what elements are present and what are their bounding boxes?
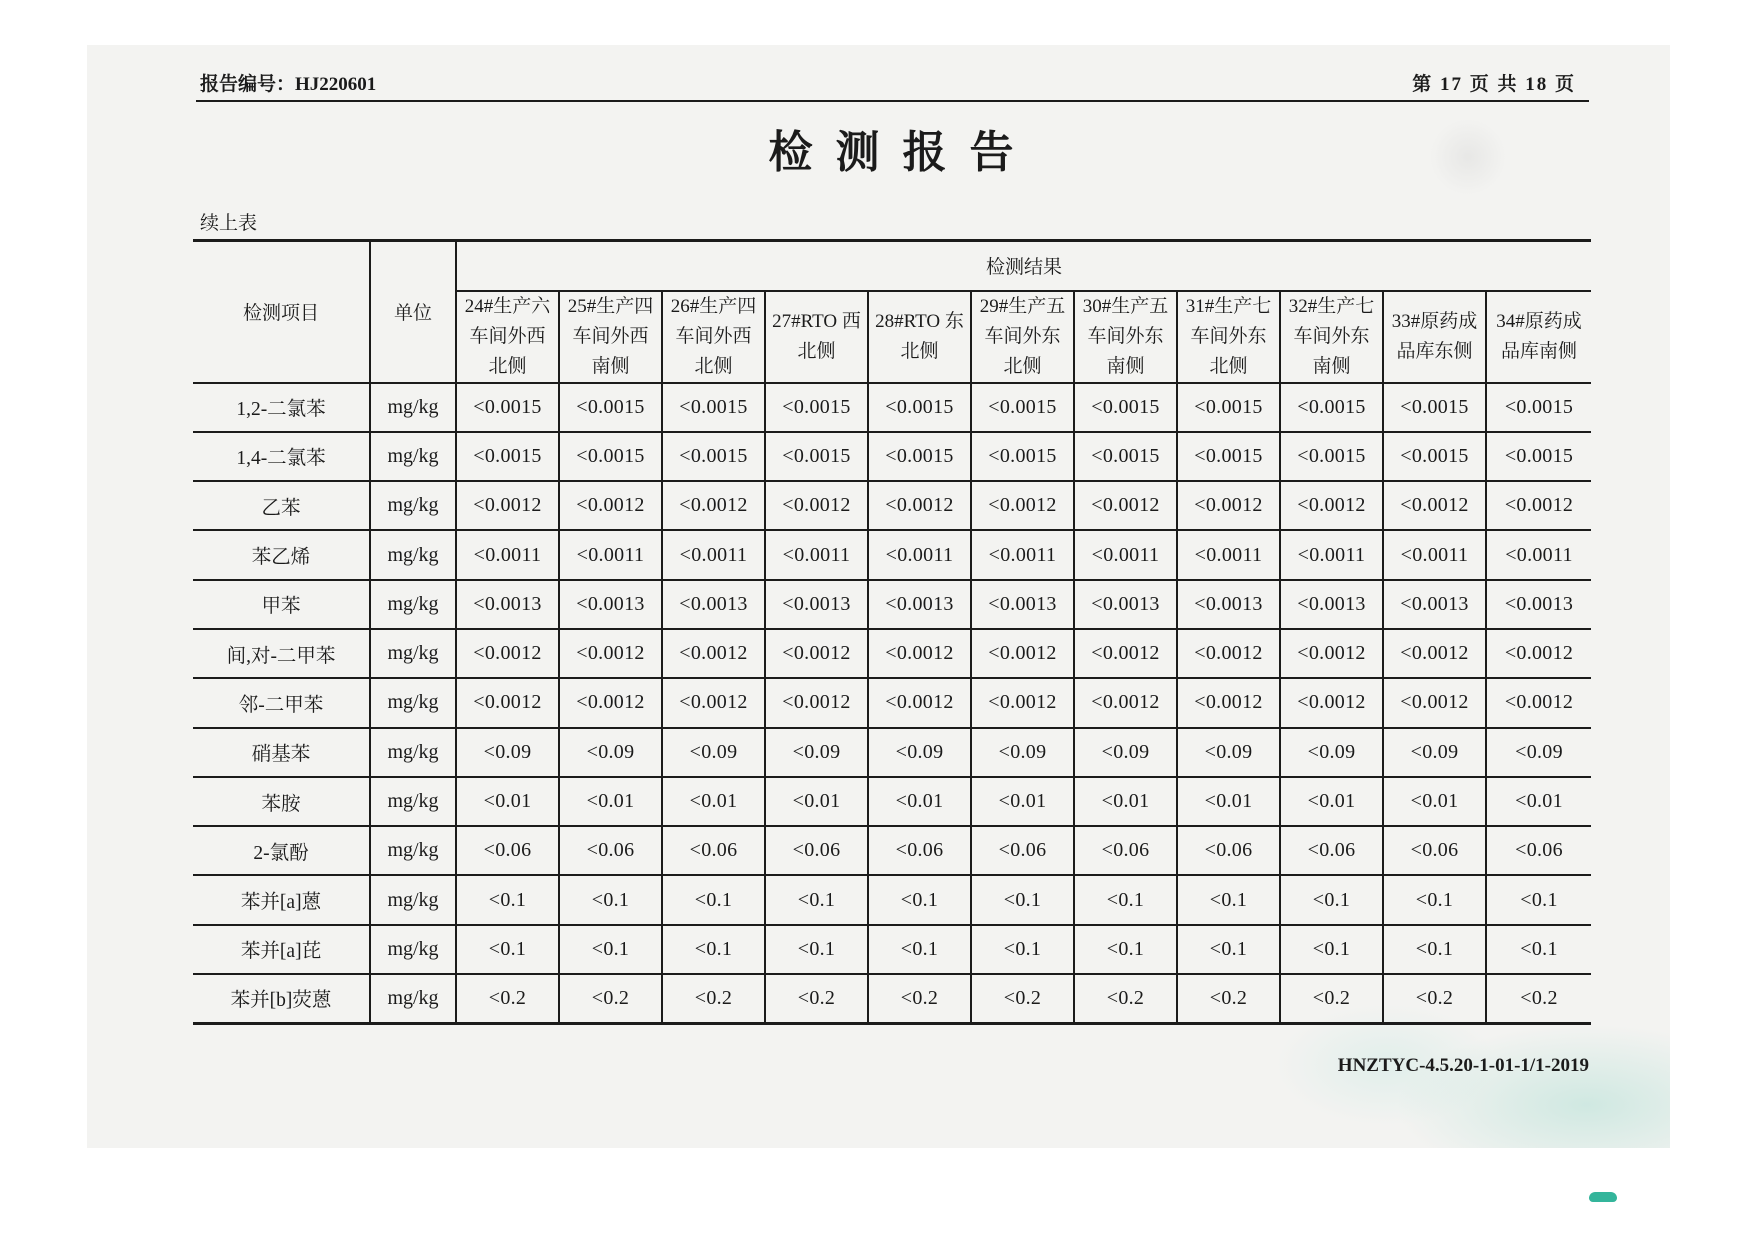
site-header-line: 车间外西 xyxy=(572,325,649,347)
test-item-name: 间,对-二甲苯 xyxy=(193,629,370,678)
table-row xyxy=(193,432,1591,481)
result-value: <0.1 xyxy=(456,925,559,974)
result-value: <0.1 xyxy=(765,925,868,974)
column-header-item: 检测项目 xyxy=(193,241,370,383)
result-value: <0.0013 xyxy=(662,580,765,629)
table-body xyxy=(193,383,1591,1024)
result-value: <0.0012 xyxy=(1486,629,1591,678)
result-value: <0.0015 xyxy=(1074,383,1177,432)
result-value: <0.1 xyxy=(1280,925,1383,974)
result-value: <0.0012 xyxy=(456,481,559,530)
test-item-name: 邻-二甲苯 xyxy=(193,678,370,727)
result-value: <0.09 xyxy=(1486,728,1591,777)
result-value: <0.0013 xyxy=(868,580,971,629)
result-value: <0.0015 xyxy=(456,383,559,432)
table-row xyxy=(193,481,1591,530)
test-item-name: 硝基苯 xyxy=(193,728,370,777)
result-value: <0.0012 xyxy=(1280,481,1383,530)
unit-cell: mg/kg xyxy=(370,925,456,974)
unit-cell: mg/kg xyxy=(370,383,456,432)
table-header xyxy=(193,241,1591,383)
result-value: <0.0011 xyxy=(1074,530,1177,579)
result-value: <0.0011 xyxy=(1383,530,1486,579)
result-value: <0.09 xyxy=(1177,728,1280,777)
result-value: <0.06 xyxy=(559,826,662,875)
result-value: <0.09 xyxy=(662,728,765,777)
result-value: <0.0012 xyxy=(868,481,971,530)
result-value: <0.0013 xyxy=(1074,580,1177,629)
result-value: <0.0012 xyxy=(971,629,1074,678)
result-value: <0.0015 xyxy=(868,383,971,432)
test-item-name: 1,4-二氯苯 xyxy=(193,432,370,481)
test-item-name: 1,2-二氯苯 xyxy=(193,383,370,432)
site-header xyxy=(456,291,559,383)
result-value: <0.0013 xyxy=(559,580,662,629)
result-value: <0.0011 xyxy=(1280,530,1383,579)
site-header-line: 31#生产七 xyxy=(1185,295,1272,317)
site-header-line: 品库南侧 xyxy=(1501,340,1578,362)
result-value: <0.09 xyxy=(868,728,971,777)
result-value: <0.0012 xyxy=(662,481,765,530)
result-value: <0.1 xyxy=(559,925,662,974)
result-value: <0.1 xyxy=(662,925,765,974)
result-value: <0.0015 xyxy=(1486,432,1591,481)
site-header-line: 33#原药成 xyxy=(1391,310,1478,332)
result-value: <0.0012 xyxy=(1074,629,1177,678)
results-table xyxy=(193,239,1591,1025)
result-value: <0.06 xyxy=(765,826,868,875)
result-value: <0.0012 xyxy=(765,678,868,727)
form-code: HNZTYC-4.5.20-1-01-1/1-2019 xyxy=(1337,1055,1589,1076)
result-value: <0.0013 xyxy=(1383,580,1486,629)
result-value: <0.0015 xyxy=(456,432,559,481)
result-value: <0.01 xyxy=(559,777,662,826)
result-value: <0.1 xyxy=(456,875,559,924)
unit-cell: mg/kg xyxy=(370,777,456,826)
site-header xyxy=(971,291,1074,383)
test-item-name: 甲苯 xyxy=(193,580,370,629)
result-value: <0.0012 xyxy=(1280,629,1383,678)
result-value: <0.06 xyxy=(1177,826,1280,875)
result-value: <0.0012 xyxy=(1280,678,1383,727)
site-header-line: 26#生产四 xyxy=(670,295,757,317)
result-value: <0.06 xyxy=(1074,826,1177,875)
site-header-line: 24#生产六 xyxy=(464,295,551,317)
result-value: <0.2 xyxy=(1074,974,1177,1023)
site-header-line: 南侧 xyxy=(1106,355,1145,377)
result-value: <0.2 xyxy=(559,974,662,1023)
result-value: <0.0013 xyxy=(971,580,1074,629)
result-value: <0.2 xyxy=(1177,974,1280,1023)
table-row xyxy=(193,826,1591,875)
table-row xyxy=(193,580,1591,629)
unit-cell: mg/kg xyxy=(370,875,456,924)
result-value: <0.1 xyxy=(971,875,1074,924)
result-value: <0.06 xyxy=(1280,826,1383,875)
site-header-line: 车间外东 xyxy=(984,325,1061,347)
result-value: <0.01 xyxy=(456,777,559,826)
result-value: <0.0013 xyxy=(456,580,559,629)
site-header-line: 北侧 xyxy=(694,355,733,377)
test-item-name: 苯胺 xyxy=(193,777,370,826)
result-value: <0.0012 xyxy=(1177,678,1280,727)
result-value: <0.0011 xyxy=(868,530,971,579)
result-value: <0.2 xyxy=(662,974,765,1023)
result-value: <0.0015 xyxy=(1383,432,1486,481)
site-header-line: 北侧 xyxy=(797,340,836,362)
result-value: <0.09 xyxy=(456,728,559,777)
unit-cell: mg/kg xyxy=(370,728,456,777)
result-value: <0.0015 xyxy=(971,432,1074,481)
site-header-line: 北侧 xyxy=(1209,355,1248,377)
site-header xyxy=(1074,291,1177,383)
result-value: <0.01 xyxy=(868,777,971,826)
continued-label: 续上表 xyxy=(200,213,258,234)
result-value: <0.06 xyxy=(971,826,1074,875)
site-header-line: 27#RTO 西 xyxy=(772,310,861,332)
result-value: <0.1 xyxy=(1280,875,1383,924)
site-header-line: 25#生产四 xyxy=(567,295,654,317)
result-value: <0.09 xyxy=(1074,728,1177,777)
result-value: <0.1 xyxy=(1074,875,1177,924)
result-value: <0.0012 xyxy=(662,629,765,678)
site-header xyxy=(1383,291,1486,383)
result-value: <0.0012 xyxy=(559,481,662,530)
site-header xyxy=(559,291,662,383)
result-value: <0.0015 xyxy=(1177,383,1280,432)
result-value: <0.0012 xyxy=(971,678,1074,727)
unit-cell: mg/kg xyxy=(370,432,456,481)
page-indicator: 第 17 页 共 18 页 xyxy=(1412,74,1576,95)
site-header xyxy=(1280,291,1383,383)
report-number: 报告编号：HJ220601 xyxy=(200,74,377,95)
test-item-name: 2-氯酚 xyxy=(193,826,370,875)
result-value: <0.0012 xyxy=(456,678,559,727)
result-value: <0.1 xyxy=(1486,925,1591,974)
result-value: <0.06 xyxy=(662,826,765,875)
site-header-line: 车间外东 xyxy=(1087,325,1164,347)
result-value: <0.0013 xyxy=(1486,580,1591,629)
table-row xyxy=(193,728,1591,777)
result-value: <0.0015 xyxy=(971,383,1074,432)
site-header-line: 车间外西 xyxy=(675,325,752,347)
table-row xyxy=(193,530,1591,579)
site-header-line: 北侧 xyxy=(488,355,527,377)
site-header xyxy=(1177,291,1280,383)
site-header-line: 32#生产七 xyxy=(1288,295,1375,317)
result-value: <0.0012 xyxy=(559,629,662,678)
result-value: <0.0015 xyxy=(1074,432,1177,481)
site-header-line: 34#原药成 xyxy=(1496,310,1582,332)
site-header xyxy=(662,291,765,383)
column-header-unit: 单位 xyxy=(370,241,456,383)
result-value: <0.2 xyxy=(456,974,559,1023)
result-value: <0.01 xyxy=(1177,777,1280,826)
site-header xyxy=(765,291,868,383)
result-value: <0.1 xyxy=(1383,925,1486,974)
result-value: <0.09 xyxy=(559,728,662,777)
result-value: <0.0012 xyxy=(1383,481,1486,530)
result-value: <0.2 xyxy=(1486,974,1591,1023)
result-value: <0.0015 xyxy=(559,383,662,432)
result-value: <0.2 xyxy=(971,974,1074,1023)
result-value: <0.1 xyxy=(1177,875,1280,924)
result-value: <0.0012 xyxy=(1074,678,1177,727)
unit-cell: mg/kg xyxy=(370,974,456,1023)
result-value: <0.0012 xyxy=(456,629,559,678)
table-row xyxy=(193,777,1591,826)
result-value: <0.0015 xyxy=(559,432,662,481)
site-header-line: 29#生产五 xyxy=(979,295,1066,317)
result-value: <0.0015 xyxy=(868,432,971,481)
site-header-line: 车间外西 xyxy=(469,325,546,347)
table-row xyxy=(193,678,1591,727)
site-header-line: 北侧 xyxy=(1003,355,1042,377)
test-item-name: 乙苯 xyxy=(193,481,370,530)
result-value: <0.06 xyxy=(1383,826,1486,875)
result-value: <0.09 xyxy=(765,728,868,777)
site-header-line: 车间外东 xyxy=(1293,325,1370,347)
result-value: <0.0012 xyxy=(765,629,868,678)
test-item-name: 苯并[a]芘 xyxy=(193,925,370,974)
result-value: <0.1 xyxy=(765,875,868,924)
result-value: <0.0011 xyxy=(1177,530,1280,579)
unit-cell: mg/kg xyxy=(370,826,456,875)
document-title: 检 测 报 告 xyxy=(768,128,1020,177)
result-value: <0.0012 xyxy=(1177,481,1280,530)
result-value: <0.06 xyxy=(456,826,559,875)
test-item-name: 苯并[b]荧蒽 xyxy=(193,974,370,1023)
result-value: <0.0015 xyxy=(1486,383,1591,432)
result-value: <0.09 xyxy=(1383,728,1486,777)
unit-cell: mg/kg xyxy=(370,678,456,727)
result-value: <0.01 xyxy=(971,777,1074,826)
result-value: <0.0012 xyxy=(971,481,1074,530)
scan-mark xyxy=(1589,1192,1617,1202)
result-value: <0.0015 xyxy=(1177,432,1280,481)
result-value: <0.0013 xyxy=(1177,580,1280,629)
result-value: <0.2 xyxy=(1280,974,1383,1023)
result-value: <0.01 xyxy=(662,777,765,826)
table-row xyxy=(193,383,1591,432)
result-value: <0.06 xyxy=(1486,826,1591,875)
result-value: <0.09 xyxy=(1280,728,1383,777)
result-value: <0.0011 xyxy=(971,530,1074,579)
result-value: <0.0012 xyxy=(662,678,765,727)
result-value: <0.0012 xyxy=(1486,481,1591,530)
site-header-line: 30#生产五 xyxy=(1082,295,1169,317)
result-value: <0.0012 xyxy=(559,678,662,727)
result-value: <0.1 xyxy=(1074,925,1177,974)
unit-cell: mg/kg xyxy=(370,629,456,678)
result-value: <0.0015 xyxy=(1280,383,1383,432)
result-value: <0.0012 xyxy=(1074,481,1177,530)
result-value: <0.2 xyxy=(1383,974,1486,1023)
result-value: <0.06 xyxy=(868,826,971,875)
result-value: <0.0013 xyxy=(1280,580,1383,629)
result-value: <0.0012 xyxy=(1383,629,1486,678)
unit-cell: mg/kg xyxy=(370,530,456,579)
column-header-results: 检测结果 xyxy=(456,241,1591,291)
result-value: <0.0012 xyxy=(1486,678,1591,727)
result-value: <0.01 xyxy=(1074,777,1177,826)
result-value: <0.2 xyxy=(765,974,868,1023)
result-value: <0.1 xyxy=(868,925,971,974)
result-value: <0.0015 xyxy=(662,432,765,481)
result-value: <0.1 xyxy=(1177,925,1280,974)
result-value: <0.0012 xyxy=(1177,629,1280,678)
result-value: <0.0015 xyxy=(662,383,765,432)
table-row xyxy=(193,925,1591,974)
result-value: <0.01 xyxy=(1486,777,1591,826)
result-value: <0.0012 xyxy=(1383,678,1486,727)
result-value: <0.1 xyxy=(559,875,662,924)
table-row xyxy=(193,629,1591,678)
result-value: <0.09 xyxy=(971,728,1074,777)
site-header-line: 28#RTO 东 xyxy=(875,310,964,332)
site-header-line: 品库东侧 xyxy=(1396,340,1473,362)
site-header-line: 车间外东 xyxy=(1190,325,1267,347)
unit-cell: mg/kg xyxy=(370,580,456,629)
result-value: <0.1 xyxy=(1486,875,1591,924)
result-value: <0.0015 xyxy=(765,383,868,432)
result-value: <0.01 xyxy=(1280,777,1383,826)
result-value: <0.0012 xyxy=(765,481,868,530)
site-header-line: 南侧 xyxy=(591,355,630,377)
unit-cell: mg/kg xyxy=(370,481,456,530)
result-value: <0.1 xyxy=(868,875,971,924)
result-value: <0.1 xyxy=(971,925,1074,974)
result-value: <0.0011 xyxy=(1486,530,1591,579)
result-value: <0.0012 xyxy=(868,629,971,678)
result-value: <0.0015 xyxy=(765,432,868,481)
result-value: <0.0015 xyxy=(1280,432,1383,481)
result-value: <0.0011 xyxy=(765,530,868,579)
test-item-name: 苯并[a]蒽 xyxy=(193,875,370,924)
table-row xyxy=(193,875,1591,924)
result-value: <0.1 xyxy=(1383,875,1486,924)
result-value: <0.0011 xyxy=(662,530,765,579)
result-value: <0.2 xyxy=(868,974,971,1023)
test-item-name: 苯乙烯 xyxy=(193,530,370,579)
header-row xyxy=(193,241,1591,291)
site-header-line: 北侧 xyxy=(900,340,939,362)
site-header xyxy=(868,291,971,383)
result-value: <0.01 xyxy=(765,777,868,826)
site-header-line: 南侧 xyxy=(1312,355,1351,377)
header-divider xyxy=(196,100,1589,102)
result-value: <0.0013 xyxy=(765,580,868,629)
result-value: <0.01 xyxy=(1383,777,1486,826)
result-value: <0.1 xyxy=(662,875,765,924)
site-header xyxy=(1486,291,1591,383)
result-value: <0.0015 xyxy=(1383,383,1486,432)
result-value: <0.0011 xyxy=(559,530,662,579)
table-row xyxy=(193,974,1591,1023)
result-value: <0.0011 xyxy=(456,530,559,579)
result-value: <0.0012 xyxy=(868,678,971,727)
